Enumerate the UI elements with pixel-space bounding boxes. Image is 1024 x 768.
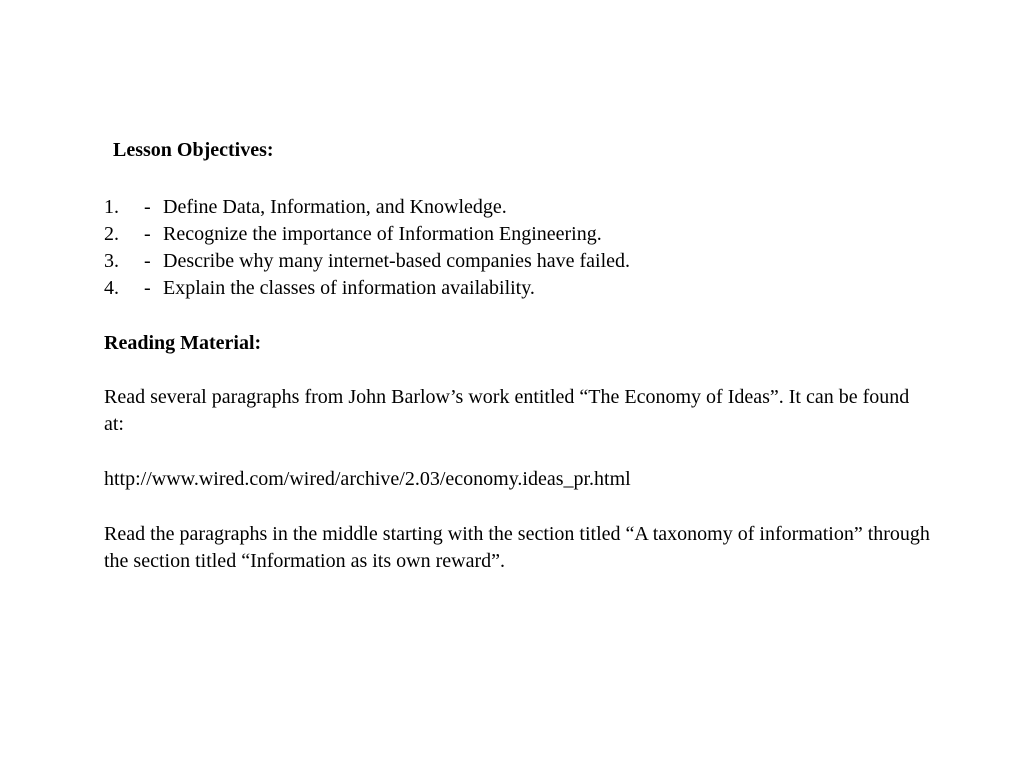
reading-link[interactable]: http://www.wired.com/wired/archive/2.03/economy.ideas_pr.html bbox=[104, 468, 631, 490]
objective-dash: - bbox=[144, 223, 151, 245]
lesson-objectives-heading: Lesson Objectives: bbox=[113, 139, 274, 161]
objective-number: 4. bbox=[104, 277, 119, 299]
objective-dash: - bbox=[144, 250, 151, 272]
objective-number: 3. bbox=[104, 250, 119, 272]
reading-sections-paragraph: Read the paragraphs in the middle starting with the section titled “A taxonomy of information” through the section titled “Information as its own reward”. bbox=[104, 523, 930, 572]
objective-number: 2. bbox=[104, 223, 119, 245]
objective-text: Explain the classes of information availability. bbox=[163, 277, 535, 299]
objective-text: Define Data, Information, and Knowledge. bbox=[163, 196, 507, 218]
objective-dash: - bbox=[144, 277, 151, 299]
reading-material-heading: Reading Material: bbox=[104, 332, 262, 354]
objective-number: 1. bbox=[104, 196, 119, 218]
objective-dash: - bbox=[144, 196, 151, 218]
objective-text: Recognize the importance of Information Engineering. bbox=[163, 223, 602, 245]
objective-text: Describe why many internet-based companies have failed. bbox=[163, 250, 631, 272]
reading-instructions-paragraph: Read several paragraphs from John Barlow’s work entitled “The Economy of Ideas”. It can be found at: bbox=[104, 386, 910, 435]
